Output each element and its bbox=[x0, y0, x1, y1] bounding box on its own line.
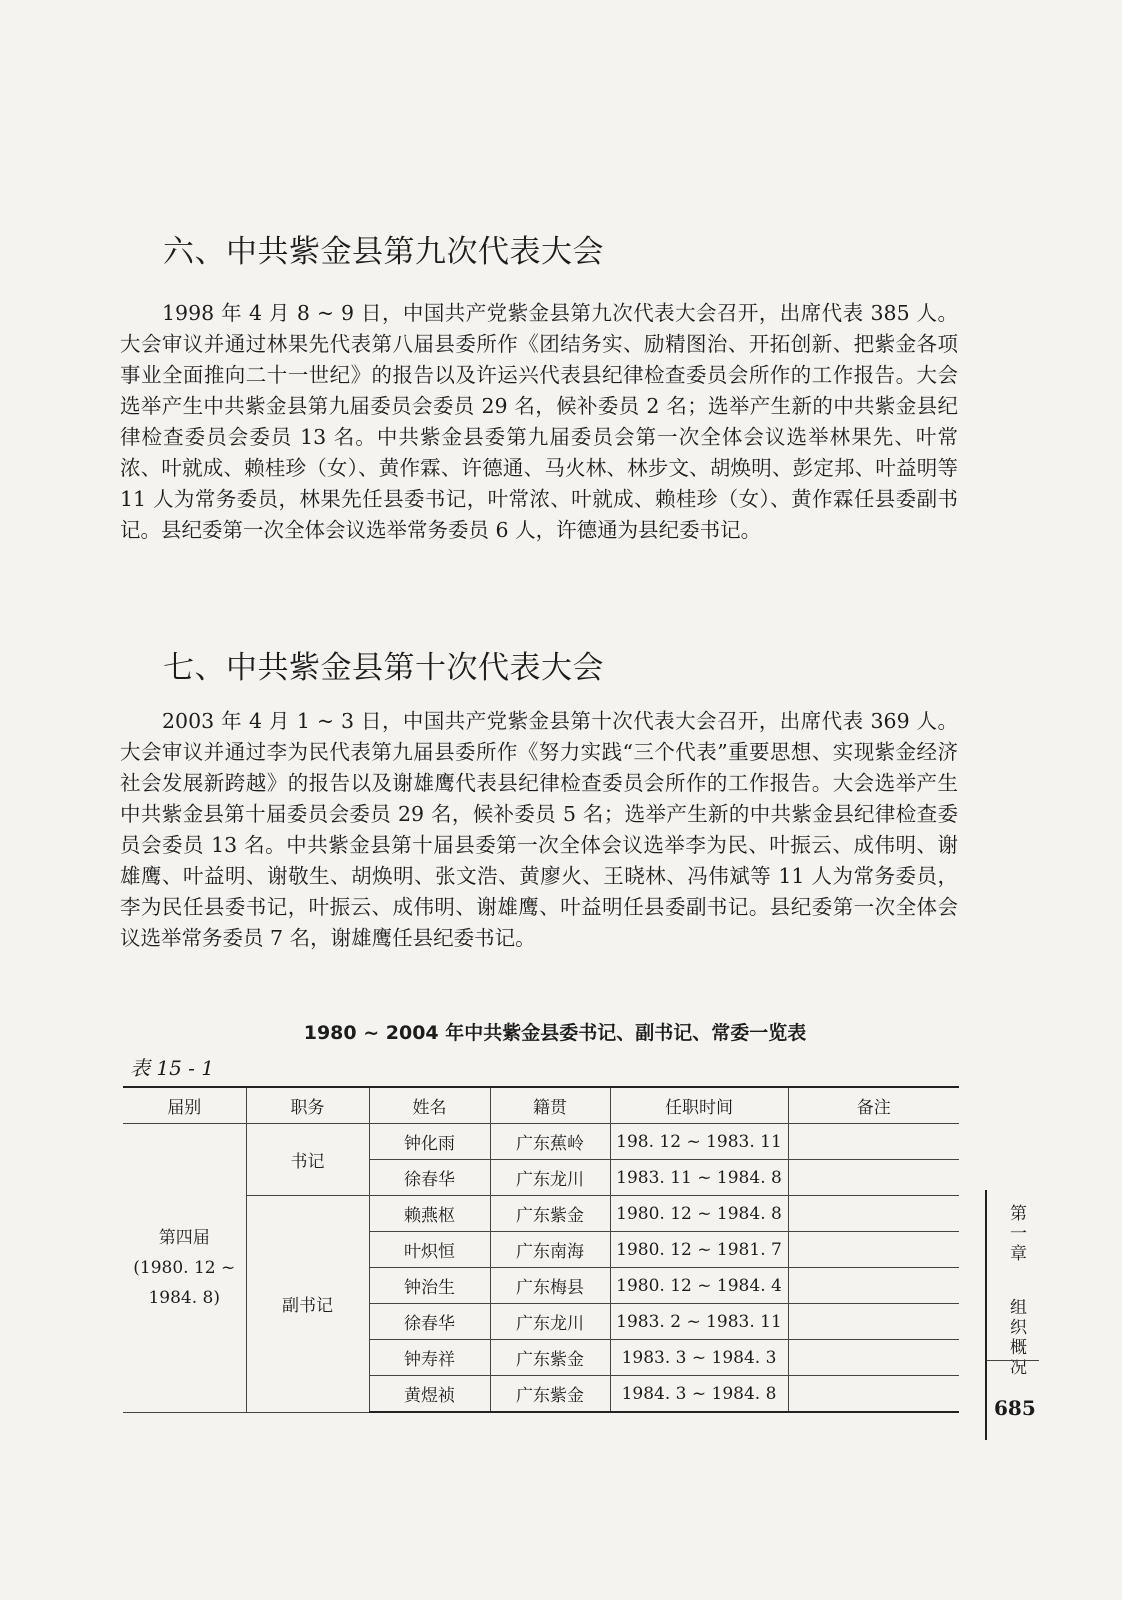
header-origin: 籍贯 bbox=[490, 1087, 610, 1124]
table-row bbox=[123, 1124, 959, 1160]
section-heading-ninth-congress: 六、中共紫金县第九次代表大会 bbox=[163, 234, 604, 270]
term-name: 第四届 bbox=[158, 1227, 210, 1248]
cell-tenure: 1980. 12 ~ 1984. 8 bbox=[610, 1196, 788, 1232]
cell-origin: 广东龙川 bbox=[490, 1160, 610, 1196]
cell-note bbox=[788, 1340, 959, 1376]
cell-name: 钟化雨 bbox=[369, 1124, 490, 1160]
cell-tenure: 1980. 12 ~ 1984. 4 bbox=[610, 1268, 788, 1304]
table-title: 1980 ~ 2004 年中共紫金县委书记、副书记、常委一览表 bbox=[303, 1022, 807, 1044]
position-deputy-secretary: 副书记 bbox=[246, 1196, 369, 1413]
cell-tenure: 1983. 3 ~ 1984. 3 bbox=[610, 1340, 788, 1376]
cell-note bbox=[788, 1268, 959, 1304]
section-heading-tenth-congress: 七、中共紫金县第十次代表大会 bbox=[163, 650, 604, 686]
cell-name: 钟治生 bbox=[369, 1268, 490, 1304]
cell-tenure: 1984. 3 ~ 1984. 8 bbox=[610, 1376, 788, 1413]
cell-tenure: 198. 12 ~ 1983. 11 bbox=[610, 1124, 788, 1160]
side-tab-rule bbox=[987, 1360, 1039, 1361]
cell-origin: 广东紫金 bbox=[490, 1196, 610, 1232]
header-tenure: 任职时间 bbox=[610, 1087, 788, 1124]
cell-note bbox=[788, 1196, 959, 1232]
cell-tenure: 1983. 2 ~ 1983. 11 bbox=[610, 1304, 788, 1340]
section-paragraph-tenth-congress: 2003 年 4 月 1 ~ 3 日，中国共产党紫金县第十次代表大会召开，出席代表 369 人。大会审议并通过李为民代表第九届县委所作《努力实践“三个代表”重要思想、实现紫金经济社会发展新跨越》的报告以及谢雄鹰代表县纪律检查委员会所作的工作报告。大会选举产生中共紫金县第十届委员会委员 29 名，候补委员 5 名；选举产生新的中共紫金县纪律检查委员会委员 13 名。中共紫金县第十届县委第一次全体会议选举李为民、叶振云、成伟明、谢雄鹰、叶益明、谢敬生、胡焕明、张文浩、黄廖火、王晓林、冯伟斌等 11 人为常务委员，李为民任县委书记，叶振云、成伟明、谢雄鹰、叶益明任县委副书记。县纪委第一次全体会议选举常务委员 7 名，谢雄鹰任县纪委书记。 bbox=[120, 709, 958, 950]
cell-note bbox=[788, 1376, 959, 1413]
cell-origin: 广东紫金 bbox=[490, 1340, 610, 1376]
page-number: 685 bbox=[994, 1396, 1036, 1420]
cell-name: 黄煜祯 bbox=[369, 1376, 490, 1413]
cell-note bbox=[788, 1124, 959, 1160]
leaders-table bbox=[123, 1086, 959, 1413]
header-name: 姓名 bbox=[369, 1087, 490, 1124]
cell-name: 钟寿祥 bbox=[369, 1340, 490, 1376]
table-label: 表 15 - 1 bbox=[130, 1056, 215, 1080]
cell-name: 徐春华 bbox=[369, 1304, 490, 1340]
header-note: 备注 bbox=[788, 1087, 959, 1124]
chapter-title: 组织概况 bbox=[1006, 1298, 1026, 1378]
cell-tenure: 1980. 12 ~ 1981. 7 bbox=[610, 1232, 788, 1268]
term-period-start: (1980. 12 ~ bbox=[133, 1257, 236, 1278]
term-period-end: 1984. 8) bbox=[148, 1287, 221, 1308]
term-cell bbox=[123, 1124, 246, 1413]
section-paragraph-ninth-congress: 1998 年 4 月 8 ~ 9 日，中国共产党紫金县第九次代表大会召开，出席代表 385 人。大会审议并通过林果先代表第八届县委所作《团结务实、励精图治、开拓创新、把紫金各项事业全面推向二十一世纪》的报告以及许运兴代表县纪律检查委员会所作的工作报告。大会选举产生中共紫金县第九届委员会委员 29 名，候补委员 2 名；选举产生新的中共紫金县纪律检查委员会委员 13 名。中共紫金县委第九届委员会第一次全体会议选举林果先、叶常浓、叶就成、赖桂珍（女）、黄作霖、许德通、马火林、林步文、胡焕明、彭定邦、叶益明等 11 人为常务委员，林果先任县委书记，叶常浓、叶就成、赖桂珍（女）、黄作霖任县委副书记。县纪委第一次全体会议选举常务委员 6 人，许德通为县纪委书记。 bbox=[120, 301, 958, 542]
cell-note bbox=[788, 1304, 959, 1340]
cell-name: 叶炽恒 bbox=[369, 1232, 490, 1268]
cell-note bbox=[788, 1160, 959, 1196]
header-position: 职务 bbox=[246, 1087, 369, 1124]
cell-name: 徐春华 bbox=[369, 1160, 490, 1196]
cell-origin: 广东梅县 bbox=[490, 1268, 610, 1304]
table-row bbox=[123, 1196, 959, 1232]
cell-origin: 广东南海 bbox=[490, 1232, 610, 1268]
cell-origin: 广东紫金 bbox=[490, 1376, 610, 1413]
table-header-row bbox=[123, 1087, 959, 1124]
chapter-number: 第一章 bbox=[1006, 1204, 1026, 1264]
cell-note bbox=[788, 1232, 959, 1268]
position-secretary: 书记 bbox=[246, 1124, 369, 1196]
cell-name: 赖燕枢 bbox=[369, 1196, 490, 1232]
header-term: 届别 bbox=[123, 1087, 246, 1124]
cell-origin: 广东蕉岭 bbox=[490, 1124, 610, 1160]
cell-origin: 广东龙川 bbox=[490, 1304, 610, 1340]
cell-tenure: 1983. 11 ~ 1984. 8 bbox=[610, 1160, 788, 1196]
